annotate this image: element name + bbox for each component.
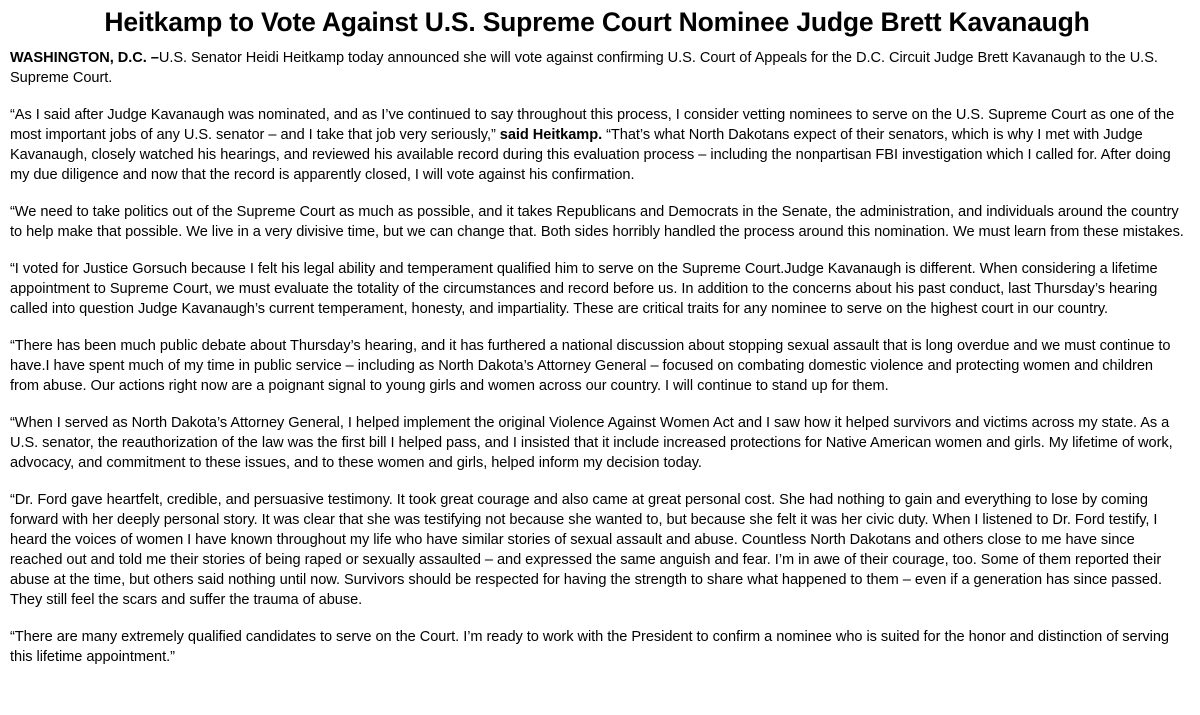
press-release-title: Heitkamp to Vote Against U.S. Supreme Court Nominee Judge Brett Kavanaugh xyxy=(104,7,1090,37)
quote-1-continuation: “That’s what North Dakotans expect of their senators, which is why I met with Judge Kavanaugh, closely watched his hearings, and reviewed his available record during this evaluation process – including the nonpartisan FBI investigation which I called for. After doing my due diligence and now that the record is apparently closed, I will vote against his confirmation. xyxy=(10,127,1171,183)
quote-paragraph-6: “Dr. Ford gave heartfelt, credible, and persuasive testimony. It took great courage and also came at great personal cost. She had nothing to gain and everything to lose by coming forward with her deeply personal story. It was clear that she was testifying not because she wanted to, but because she felt it was her civic duty. When I listened to Dr. Ford testify, I heard the voices of women I have known throughout my life who have similar stories of sexual assault and abuse. Countless North Dakotans and others close to me have since reached out and told me their stories of being raped or sexually assaulted – and expressed the same anguish and fear. I’m in awe of their courage, too. Some of them reported their abuse at the time, but others said nothing until now. Survivors should be respected for having the strength to share what happened to them – even if a generation has since passed. They still feel the scars and suffer the trauma of abuse. xyxy=(10,492,1162,608)
quote-paragraph-1 xyxy=(10,105,1184,185)
dateline: WASHINGTON, D.C. – xyxy=(10,50,159,66)
quote-paragraph-3: “I voted for Justice Gorsuch because I felt his legal ability and temperament qualified him to serve on the Supreme Court.Judge Kavanaugh is different. When considering a lifetime appointment to Supreme Court, we must evaluate the totality of the circumstances and record before us. In addition to the concerns about his past conduct, last Thursday’s hearing called into question Judge Kavanaugh’s current temperament, honesty, and impartiality. These are critical traits for any nominee to serve on the highest court in our country. xyxy=(10,261,1158,317)
quote-paragraph-4: “There has been much public debate about Thursday’s hearing, and it has furthered a national discussion about stopping sexual assault that is long overdue and we must continue to have.I have spent much of my time in public service – including as North Dakota’s Attorney General – focused on combating domestic violence and protecting women and children from abuse. Our actions right now are a poignant signal to young girls and women across our country. I will continue to stand up for them. xyxy=(10,338,1171,394)
quote-paragraph-5: “When I served as North Dakota’s Attorney General, I helped implement the original Violence Against Women Act and I saw how it helped survivors and victims across my state. As a U.S. senator, the reauthorization of the law was the first bill I helped pass, and I insisted that it include increased protections for Native American women and girls. My lifetime of work, advocacy, and commitment to these issues, and to these women and girls, helped inform my decision today. xyxy=(10,415,1173,471)
quote-attribution: said Heitkamp. xyxy=(499,127,603,143)
quote-paragraph-2: “We need to take politics out of the Supreme Court as much as possible, and it takes Republicans and Democrats in the Senate, the administration, and individuals around the country to help make that possible. We live in a very divisive time, but we can change that. Both sides horribly handled the process around this nomination. We must learn from these mistakes. xyxy=(10,204,1184,240)
quote-1-opening: “As I said after Judge Kavanaugh was nominated, and as I’ve continued to say throughout this process, I consider vetting nominees to serve on the U.S. Supreme Court as one of the most important jobs of any U.S. senator – and I take that job very seriously,” xyxy=(10,107,1175,143)
lead-text: U.S. Senator Heidi Heitkamp today announced she will vote against confirming U.S. Court of Appeals for the D.C. Circuit Judge Brett Kavanaugh to the U.S. Supreme Court. xyxy=(10,50,1158,86)
quote-paragraph-7: “There are many extremely qualified candidates to serve on the Court. I’m ready to work with the President to confirm a nominee who is suited for the honor and distinction of serving this lifetime appointment.” xyxy=(10,629,1169,665)
lead-paragraph xyxy=(10,48,1184,88)
